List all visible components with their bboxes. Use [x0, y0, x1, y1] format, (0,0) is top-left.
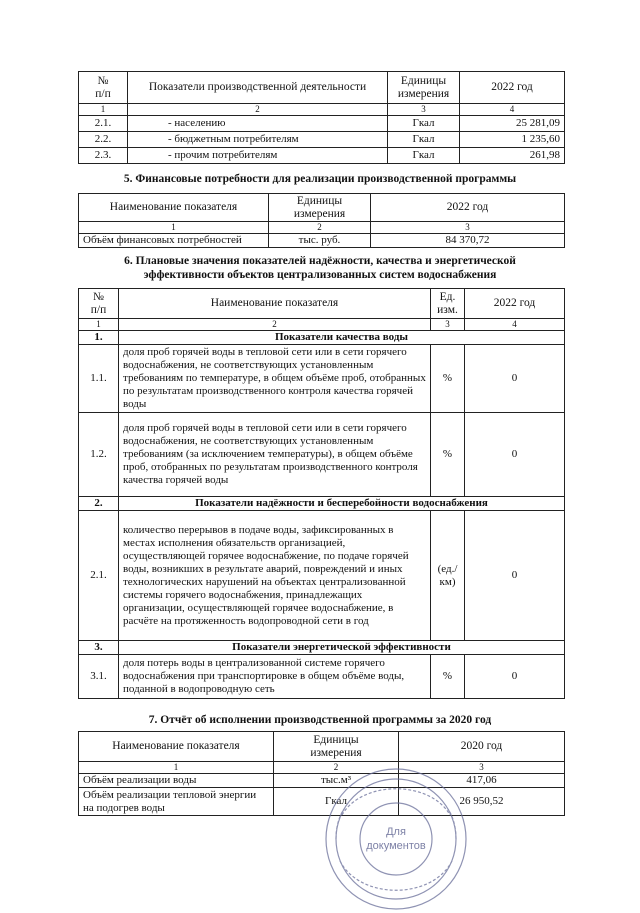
col-no: № п/п — [79, 289, 119, 319]
group-row — [79, 497, 565, 511]
row-name: доля проб горячей воды в тепловой сети или в сети горячего водоснабжения, не соответствующих установленным требованиям по температуре, в общем объёме проб, отобранных по результатам производственного контроля качества горячей воды — [119, 345, 431, 413]
idx-cell: 3 — [371, 222, 565, 234]
finance-table — [78, 193, 565, 248]
idx-cell: 4 — [460, 104, 565, 116]
idx-cell: 1 — [79, 762, 274, 774]
row-value: 0 — [465, 655, 565, 699]
table-row — [79, 511, 565, 641]
row-value: 0 — [465, 413, 565, 497]
col-name: Наименование показателя — [79, 194, 269, 222]
row-unit: Гкал — [388, 148, 460, 164]
seal-inner-ring — [360, 803, 432, 875]
row-name: Объём реализации тепловой энергии на подогрев воды — [79, 788, 274, 816]
group-no: 1. — [79, 331, 119, 345]
col-name: Наименование показателя — [119, 289, 431, 319]
group-title: Показатели энергетической эффективности — [119, 641, 565, 655]
section5-title: 5. Финансовые потребности для реализации производственной программы — [123, 173, 517, 185]
row-unit: % — [431, 413, 465, 497]
group-title: Показатели качества воды — [119, 331, 565, 345]
row-name: доля потерь воды в централизованной системе горячего водоснабжения при транспортировке в общем объёме воды, поданной в водопроводную сеть — [119, 655, 431, 699]
row-name: - прочим потребителям — [128, 148, 388, 164]
idx-cell: 3 — [431, 319, 465, 331]
row-name: доля проб горячей воды в тепловой сети или в сети горячего водоснабжения, не соответствующих установленным требованиям (за исключением температуры), в общем объёме проб, отобранных по результатам производственного контроля качества горячей воды — [119, 413, 431, 497]
row-no: 2.1. — [79, 116, 128, 132]
row-no: 2.3. — [79, 148, 128, 164]
row-unit: тыс.м³ — [274, 774, 399, 788]
idx-cell: 2 — [119, 319, 431, 331]
indicators-table — [78, 288, 565, 699]
idx-cell: 4 — [465, 319, 565, 331]
row-name: Объём финансовых потребностей — [79, 234, 269, 248]
col-year: 2022 год — [371, 194, 565, 222]
row-name: Объём реализации воды — [79, 774, 274, 788]
section6-title-line2: эффективности объектов централизованных систем водоснабжения — [143, 269, 497, 281]
col-name: Показатели производственной деятельности — [128, 72, 388, 104]
row-no: 1.1. — [79, 345, 119, 413]
seal-arc-text — [340, 861, 452, 890]
seal-outer-ring — [326, 769, 466, 909]
row-value: 417,06 — [399, 774, 565, 788]
row-name: - бюджетным потребителям — [128, 132, 388, 148]
row-value: 25 281,09 — [460, 116, 565, 132]
row-unit: (ед./ км) — [431, 511, 465, 641]
seal-stamp — [322, 765, 470, 913]
row-unit: Гкал — [388, 132, 460, 148]
table-row — [79, 132, 565, 148]
seal-text-2: документов — [366, 840, 426, 852]
table-row — [79, 345, 565, 413]
row-no: 1.2. — [79, 413, 119, 497]
group-no: 3. — [79, 641, 119, 655]
idx-cell: 2 — [269, 222, 371, 234]
idx-cell: 1 — [79, 104, 128, 116]
row-no: 2.1. — [79, 511, 119, 641]
col-unit: Единицы измерения — [388, 72, 460, 104]
table-row — [79, 148, 565, 164]
group-title: Показатели надёжности и бесперебойности водоснабжения — [119, 497, 565, 511]
production-table — [78, 71, 565, 164]
seal-text-1: Для — [386, 826, 406, 838]
table-row — [79, 655, 565, 699]
row-name: - населению — [128, 116, 388, 132]
col-year: 2020 год — [399, 732, 565, 762]
row-value: 84 370,72 — [371, 234, 565, 248]
row-no: 3.1. — [79, 655, 119, 699]
idx-cell: 1 — [79, 222, 269, 234]
table-row — [79, 413, 565, 497]
row-unit: тыс. руб. — [269, 234, 371, 248]
seal-middle-ring — [336, 779, 456, 899]
group-no: 2. — [79, 497, 119, 511]
col-no: № п/п — [79, 72, 128, 104]
table-row — [79, 234, 565, 248]
row-unit: Гкал — [274, 788, 399, 816]
col-year: 2022 год — [465, 289, 565, 319]
col-unit: Единицы измерения — [269, 194, 371, 222]
section6-title-line1: 6. Плановые значения показателей надёжности, качества и энергетической — [124, 255, 516, 267]
row-unit: % — [431, 345, 465, 413]
idx-cell: 2 — [274, 762, 399, 774]
row-no: 2.2. — [79, 132, 128, 148]
col-unit: Ед. изм. — [431, 289, 465, 319]
row-name: количество перерывов в подаче воды, зафиксированных в местах исполнения обязательств организацией, осуществляющей горячее водоснабжение, по подаче горячей воды, возникших в результате аварий, повреждений и иных технологических нарушений на объектах централизованной системы горячего водоснабжения, принадлежащих организации, осуществляющей горячее водоснабжение, в расчёте на протяженность водопроводной сети в год — [119, 511, 431, 641]
col-name: Наименование показателя — [79, 732, 274, 762]
row-unit: % — [431, 655, 465, 699]
idx-cell: 2 — [128, 104, 388, 116]
group-row — [79, 331, 565, 345]
col-year: 2022 год — [460, 72, 565, 104]
section7-title: 7. Отчёт об исполнении производственной программы за 2020 год — [148, 714, 492, 726]
idx-cell: 3 — [399, 762, 565, 774]
row-value: 1 235,60 — [460, 132, 565, 148]
table-row — [79, 116, 565, 132]
col-unit: Единицы измерения — [274, 732, 399, 762]
row-value: 0 — [465, 511, 565, 641]
idx-cell: 1 — [79, 319, 119, 331]
row-unit: Гкал — [388, 116, 460, 132]
idx-cell: 3 — [388, 104, 460, 116]
group-row — [79, 641, 565, 655]
row-value: 261,98 — [460, 148, 565, 164]
row-value: 26 950,52 — [399, 788, 565, 816]
row-value: 0 — [465, 345, 565, 413]
seal-arc-text — [448, 809, 456, 839]
